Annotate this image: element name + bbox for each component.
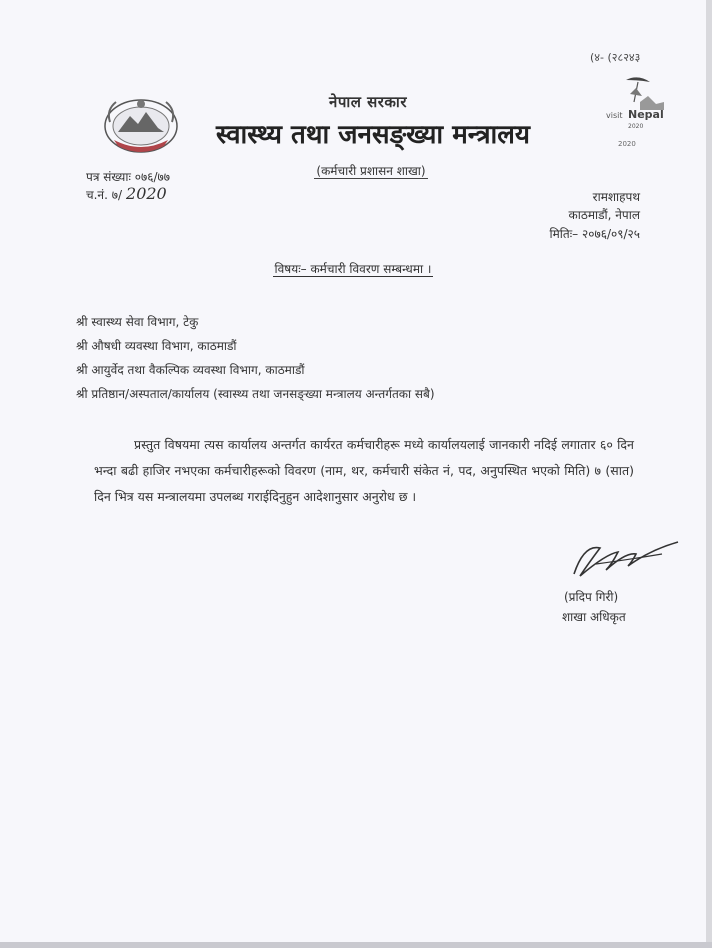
page-edge [0, 942, 712, 948]
dispatch-number-label: च.नं. ७/ [86, 188, 123, 202]
recipient-item: श्री औषधी व्यवस्था विभाग, काठमाडौं [76, 339, 237, 353]
government-heading: नेपाल सरकार [329, 93, 407, 111]
dispatch-number [86, 184, 167, 203]
letter-date: मितिः– २०७६/०९/२५ [549, 227, 640, 241]
recipient-item: श्री स्वास्थ्य सेवा विभाग, टेकु [76, 315, 199, 329]
address-street: रामशाहपथ [592, 190, 640, 204]
document-code: (४- (२८२४३ [590, 51, 641, 64]
subject-line [0, 260, 706, 277]
visit-logo-word-nepal: Nepal [628, 108, 664, 121]
section-heading-text: (कर्मचारी प्रशासन शाखा) [316, 164, 426, 178]
letter-body-text: प्रस्तुत विषयमा त्यस कार्यालय अन्तर्गत कार्यरत कर्मचारीहरू मध्ये कार्यालयलाई जानकारी नदिई लगातार ६० दिन भन्दा बढी हाजिर नभएका कर्मचारीहरूको विवरण (नाम, थर, कर्मचारी संकेत नं, पद, अनुपस्थित भएको मिति) ७ (सात) दिन भित्र यस मन्त्रालयमा उपलब्ध गराईदिनुहुन आदेशानुसार अनुरोध छ । [94, 437, 634, 504]
visit-logo-year-bottom: 2020 [618, 140, 636, 148]
dispatch-number-value: 2020 [126, 184, 167, 203]
recipient-item: श्री आयुर्वेद तथा वैकल्पिक व्यवस्था विभाग, काठमाडौं [76, 363, 305, 377]
signatory-name: (प्रदिप गिरी) [564, 590, 619, 604]
reference-number [86, 168, 170, 185]
ministry-heading: स्वास्थ्य तथा जनसङ्ख्या मन्त्रालय [215, 120, 530, 150]
address-city: काठमाडौं, नेपाल [568, 208, 640, 222]
reference-number-value: ०७६/७७ [134, 170, 170, 184]
recipient-list [76, 310, 435, 406]
visit-nepal-logo [604, 76, 670, 150]
visit-logo-word-visit: visit [606, 111, 623, 120]
visit-logo-year: 2020 [628, 123, 644, 130]
letter-body [94, 432, 634, 510]
subject-text: विषयः– कर्मचारी विवरण सम्बन्धमा । [274, 262, 432, 276]
recipient-item: श्री प्रतिष्ठान/अस्पताल/कार्यालय (स्वास्थ्य तथा जनसङ्ख्या मन्त्रालय अन्तर्गतका सबै) [76, 387, 435, 401]
signatory-title: शाखा अधिकृत [562, 610, 626, 624]
signature [566, 534, 686, 584]
reference-number-label: पत्र संख्याः [86, 170, 131, 184]
